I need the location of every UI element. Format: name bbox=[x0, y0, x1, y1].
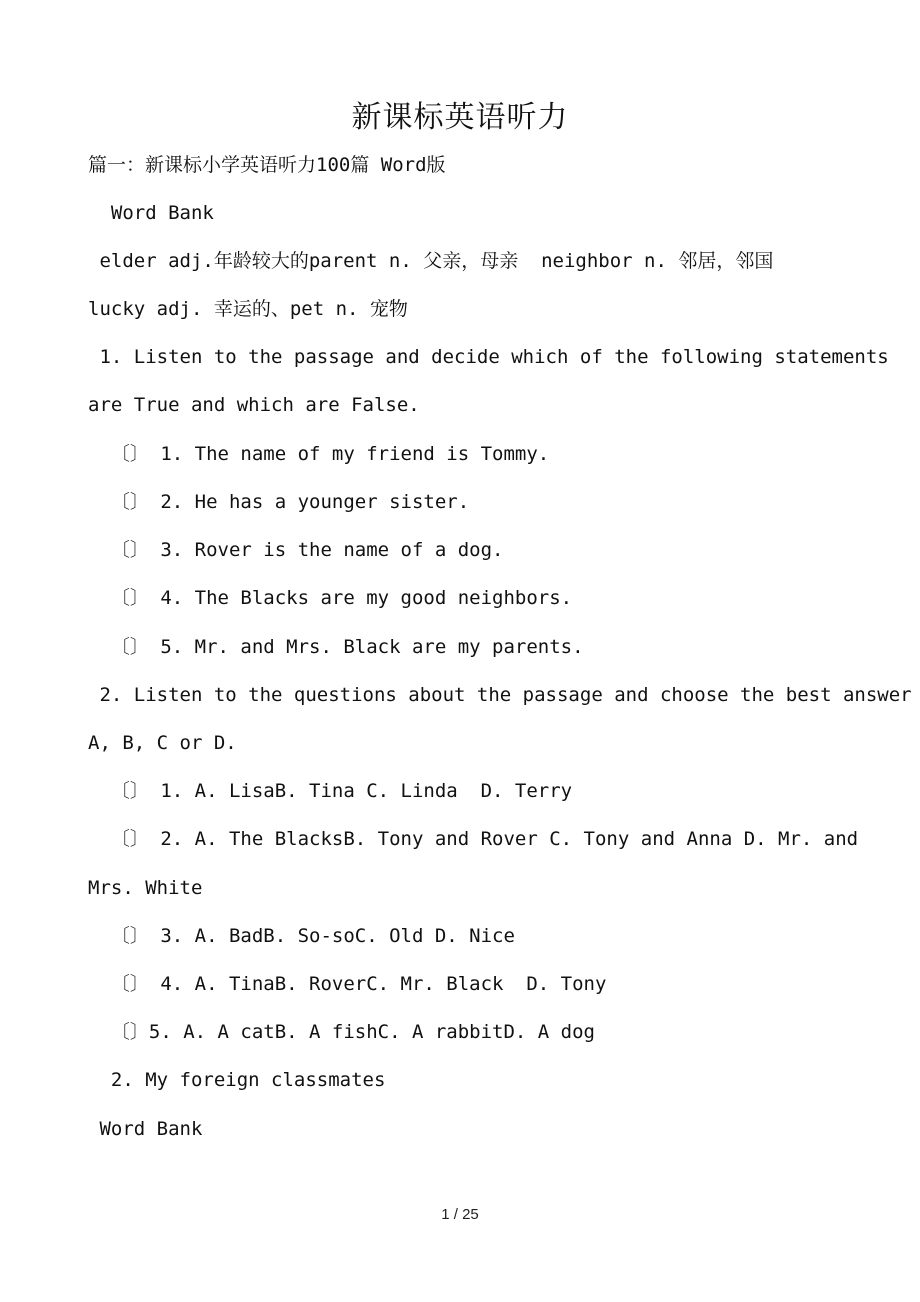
document-title: 新课标英语听力 bbox=[351, 100, 569, 135]
question-item: 〔〕 4. A. TinaB. RoverC. Mr. Black D. Tony bbox=[88, 973, 607, 995]
question-item: 〔〕 5. Mr. and Mrs. Black are my parents. bbox=[88, 636, 584, 658]
vocabulary-line: elder adj.年龄较大的parent n. 父亲，母亲 neighbor n. 邻居，邻国 bbox=[88, 250, 774, 272]
section-heading: 2. My foreign classmates bbox=[88, 1069, 386, 1091]
section-heading: 篇一：新课标小学英语听力100篇 Word版 bbox=[88, 154, 446, 176]
word-bank-heading: Word Bank bbox=[88, 202, 214, 224]
question-item: 〔〕5. A. A catB. A fishC. A rabbitD. A dog bbox=[88, 1021, 595, 1043]
question-item: 〔〕 2. A. The BlacksB. Tony and Rover C. Tony and Anna D. Mr. and bbox=[88, 828, 859, 850]
question-item: 〔〕 2. He has a younger sister. bbox=[88, 491, 470, 513]
question-item: 〔〕 4. The Blacks are my good neighbors. bbox=[88, 587, 573, 609]
question-item: 〔〕 3. A. BadB. So-soC. Old D. Nice bbox=[88, 925, 515, 947]
page-number: 1 / 25 bbox=[441, 1206, 479, 1223]
instruction-line: are True and which are False. bbox=[88, 394, 420, 416]
vocabulary-line: lucky adj. 幸运的、pet n. 宠物 bbox=[88, 298, 408, 320]
instruction-line: A, B, C or D. bbox=[88, 732, 237, 754]
question-item: 〔〕 1. A. LisaB. Tina C. Linda D. Terry bbox=[88, 780, 573, 802]
word-bank-heading: Word Bank bbox=[88, 1118, 203, 1140]
question-item: 〔〕 1. The name of my friend is Tommy. bbox=[88, 443, 550, 465]
question-item: 〔〕 3. Rover is the name of a dog. bbox=[88, 539, 504, 561]
instruction-line: 1. Listen to the passage and decide which of the following statements bbox=[88, 346, 889, 368]
question-item: Mrs. White bbox=[88, 877, 203, 899]
instruction-line: 2. Listen to the questions about the passage and choose the best answer bbox=[88, 684, 912, 706]
